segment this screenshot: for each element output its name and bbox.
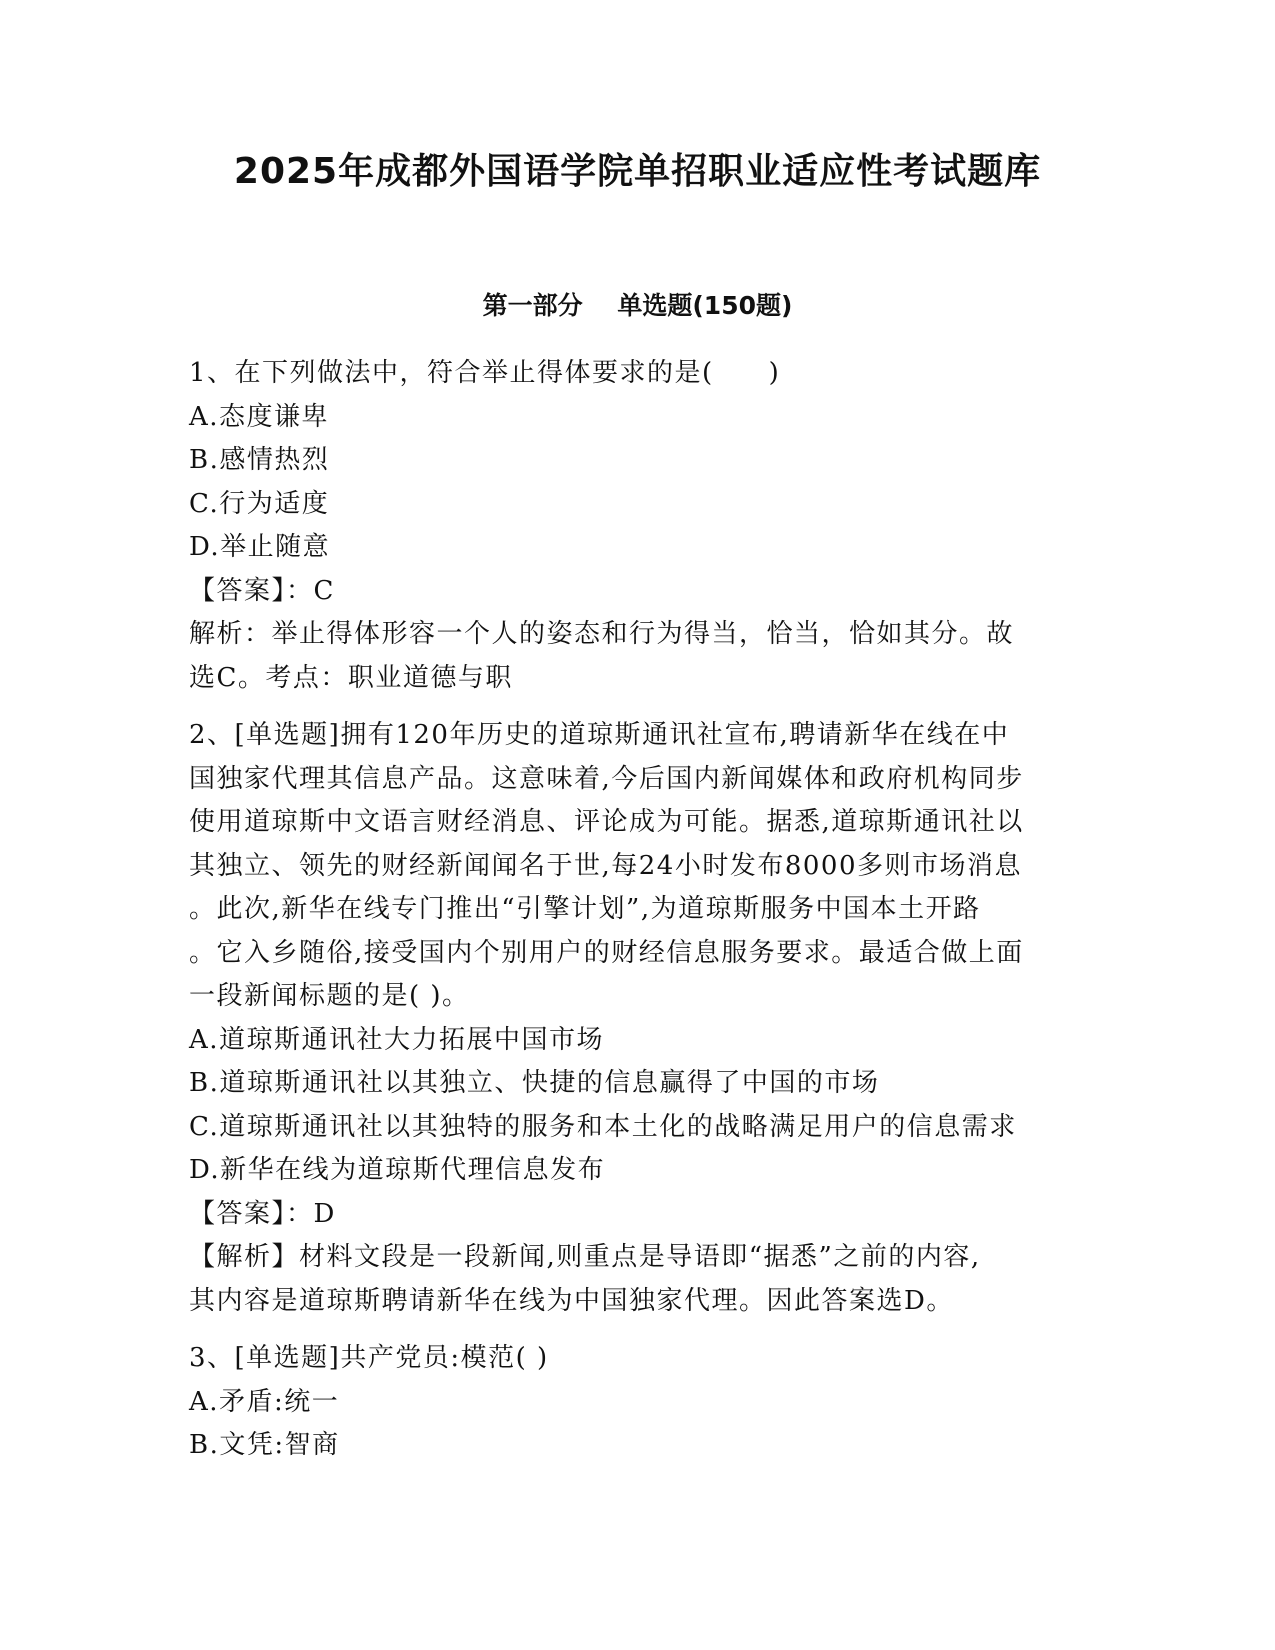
option-a: A.态度谦卑 — [189, 401, 330, 432]
option-c: C.行为适度 — [189, 488, 330, 519]
question-stem: 3、[单选题]共产党员:模范( ) — [189, 1343, 549, 1373]
question-stem: 其独立、领先的财经新闻闻名于世,每24小时发布8000多则市场消息 — [189, 850, 1023, 881]
answer-line: 【答案】：D — [189, 1198, 336, 1229]
option-a: A.道琼斯通讯社大力拓展中国市场 — [189, 1024, 605, 1055]
answer-line: 【答案】：C — [189, 575, 335, 606]
question-list — [189, 352, 1089, 1482]
question-stem: 使用道琼斯中文语言财经消息、评论成为可能。据悉,道琼斯通讯社以 — [189, 807, 1024, 837]
question-stem: 。此次,新华在线专门推出“引擎计划”,为道琼斯服务中国本土开路 — [189, 894, 981, 924]
question-stem: 1、在下列做法中，符合举止得体要求的是( ) — [189, 358, 781, 388]
section-title: 第一部分 单选题(150题) — [482, 291, 793, 320]
explanation-line: 【解析】材料文段是一段新闻,则重点是导语即“据悉”之前的内容, — [189, 1242, 981, 1272]
question-3 — [189, 1337, 1089, 1468]
option-d: D.举止随意 — [189, 532, 331, 562]
question-2 — [189, 714, 1089, 1323]
explanation-line: 其内容是道琼斯聘请新华在线为中国独家代理。因此答案选D。 — [189, 1285, 954, 1316]
option-b: B.道琼斯通讯社以其独立、快捷的信息赢得了中国的市场 — [189, 1068, 880, 1098]
explanation-line: 选C。考点：职业道德与职 — [189, 662, 513, 693]
option-a: A.矛盾:统一 — [189, 1386, 340, 1417]
document-title: 2025年成都外国语学院单招职业适应性考试题库 — [233, 151, 1042, 192]
question-stem: 一段新闻标题的是( )。 — [189, 981, 470, 1011]
explanation-line: 解析：举止得体形容一个人的姿态和行为得当，恰当，恰如其分。故 — [189, 619, 1015, 649]
question-stem: 。它入乡随俗,接受国内个别用户的财经信息服务要求。最适合做上面 — [189, 937, 1024, 968]
question-1 — [189, 352, 1089, 700]
option-b: B.文凭:智商 — [189, 1430, 340, 1460]
question-stem: 2、[单选题]拥有120年历史的道琼斯通讯社宣布,聘请新华在线在中 — [189, 720, 1010, 750]
option-b: B.感情热烈 — [189, 445, 330, 475]
question-stem: 国独家代理其信息产品。这意味着,今后国内新闻媒体和政府机构同步 — [189, 763, 1024, 794]
option-c: C.道琼斯通讯社以其独特的服务和本土化的战略满足用户的信息需求 — [189, 1111, 1017, 1142]
option-d: D.新华在线为道琼斯代理信息发布 — [189, 1155, 606, 1185]
